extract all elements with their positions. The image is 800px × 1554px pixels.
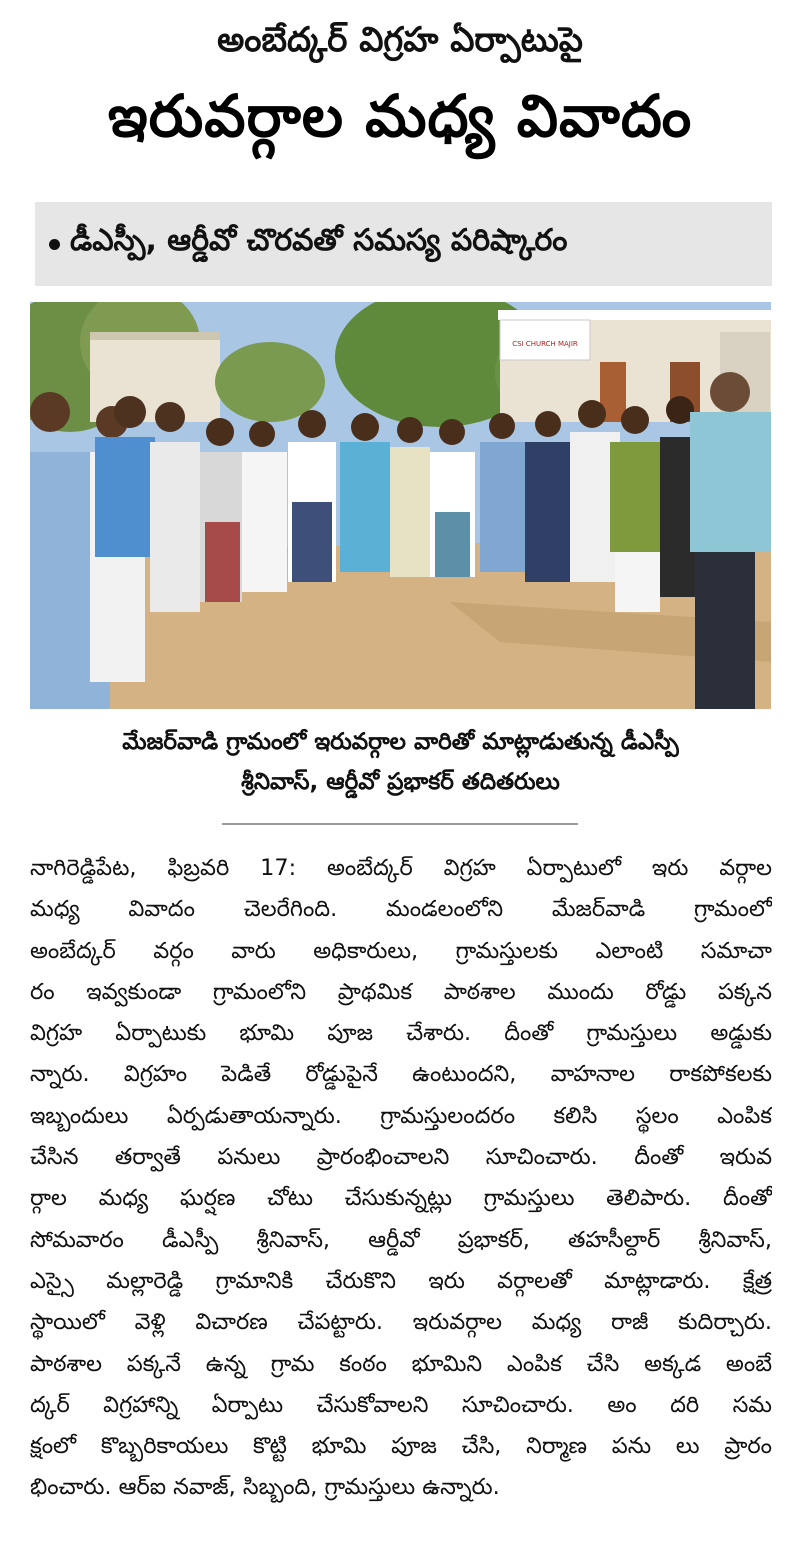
body-line: న్నారు. విగ్రహం పెడితే రోడ్డుపైనే ఉంటుందని, వాహనాల రాకపోకలకు [30,1061,772,1088]
bullet-icon [49,239,60,250]
body-line: ద్కర్ విగ్రహాన్ని ఏర్పాటు చేసుకోవాలని సూచించారు. అం దరి సమ [30,1391,772,1418]
body-line: ర్గాల మధ్య ఘర్షణ చోటు చేసుకున్నట్లు గ్రామస్తులు తెలిపారు. దీంతో [30,1185,772,1212]
photo-illustration [30,302,771,709]
body-line: నాగిరెడ్డిపేట, ఫిబ్రవరి 17: అంబేద్కర్ విగ్రహ ఏర్పాటులో ఇరు వర్గాల [30,855,772,881]
deck-text: డీఎస్పీ, ఆర్డీవో చొరవతో సమస్య పరిష్కారం [70,223,568,258]
article-body [30,848,772,1509]
deck-box [35,202,772,286]
caption-line: శ్రీనివాస్, ఆర్డీవో ప్రభాకర్ తదితరులు [241,769,560,795]
body-line: విగ్రహ ఏర్పాటుకు భూమి పూజ చేశారు. దీంతో గ్రామస్తులు అడ్డుకు [30,1020,772,1047]
photo-caption [30,722,771,802]
body-line: అంబేద్కర్ వర్గం వారు అధికారులు, గ్రామస్తులకు ఎలాంటి సమాచా [30,937,772,964]
main-headline: ఇరువర్గాల మధ్య వివాదం [107,82,693,150]
kicker-headline: అంబేద్కర్ విగ్రహ ఏర్పాటుపై [217,20,583,60]
body-line: రం ఇవ్వకుండా గ్రామంలోని ప్రాథమిక పాఠశాల ముందు రోడ్డు పక్కన [30,978,772,1005]
body-line: సోమవారం డీఎస్పీ శ్రీనివాస్, ఆర్డీవో ప్రభాకర్, తహసీల్దార్ శ్రీనివాస్, [30,1226,772,1253]
news-photo [30,302,771,709]
body-line: చేసిన తర్వాతే పనులు ప్రారంభించాలని సూచించారు. దీంతో ఇరువ [30,1144,772,1171]
caption-divider [222,823,578,825]
body-line: క్షంలో కొబ్బరికాయలు కొట్టి భూమి పూజ చేసి, నిర్మాణ పను లు ప్రారం [30,1433,772,1460]
body-line: స్థాయిలో వెళ్లి విచారణ చేపట్టారు. ఇరువర్గాల మధ్య రాజీ కుదిర్చారు. [30,1309,772,1336]
body-line: పాఠశాల పక్కనే ఉన్న గ్రామ కంఠం భూమిని ఎంపిక చేసి అక్కడ అంబే [30,1350,772,1377]
body-line: మధ్య వివాదం చెలరేగింది. మండలంలోని మేజర్‌వాడి గ్రామంలో [30,896,772,923]
body-line: భించారు. ఆర్ఐ నవాజ్, సిబ్బంది, గ్రామస్తులు ఉన్నారు. [30,1474,500,1501]
body-line: ఎస్సై మల్లారెడ్డి గ్రామానికి చేరుకొని ఇరు వర్గాలతో మాట్లాడారు. క్షేత్ర [30,1267,772,1294]
caption-line: మేజర్‌వాడి గ్రామంలో ఇరువర్గాల వారితో మాట్లాడుతున్న డీఎస్పీ [122,729,679,755]
church-sign-text: CSI CHURCH MAJIR [512,340,578,348]
body-line: ఇబ్బందులు ఏర్పడుతాయన్నారు. గ్రామస్తులందరం కలిసి స్థలం ఎంపిక [30,1102,772,1129]
